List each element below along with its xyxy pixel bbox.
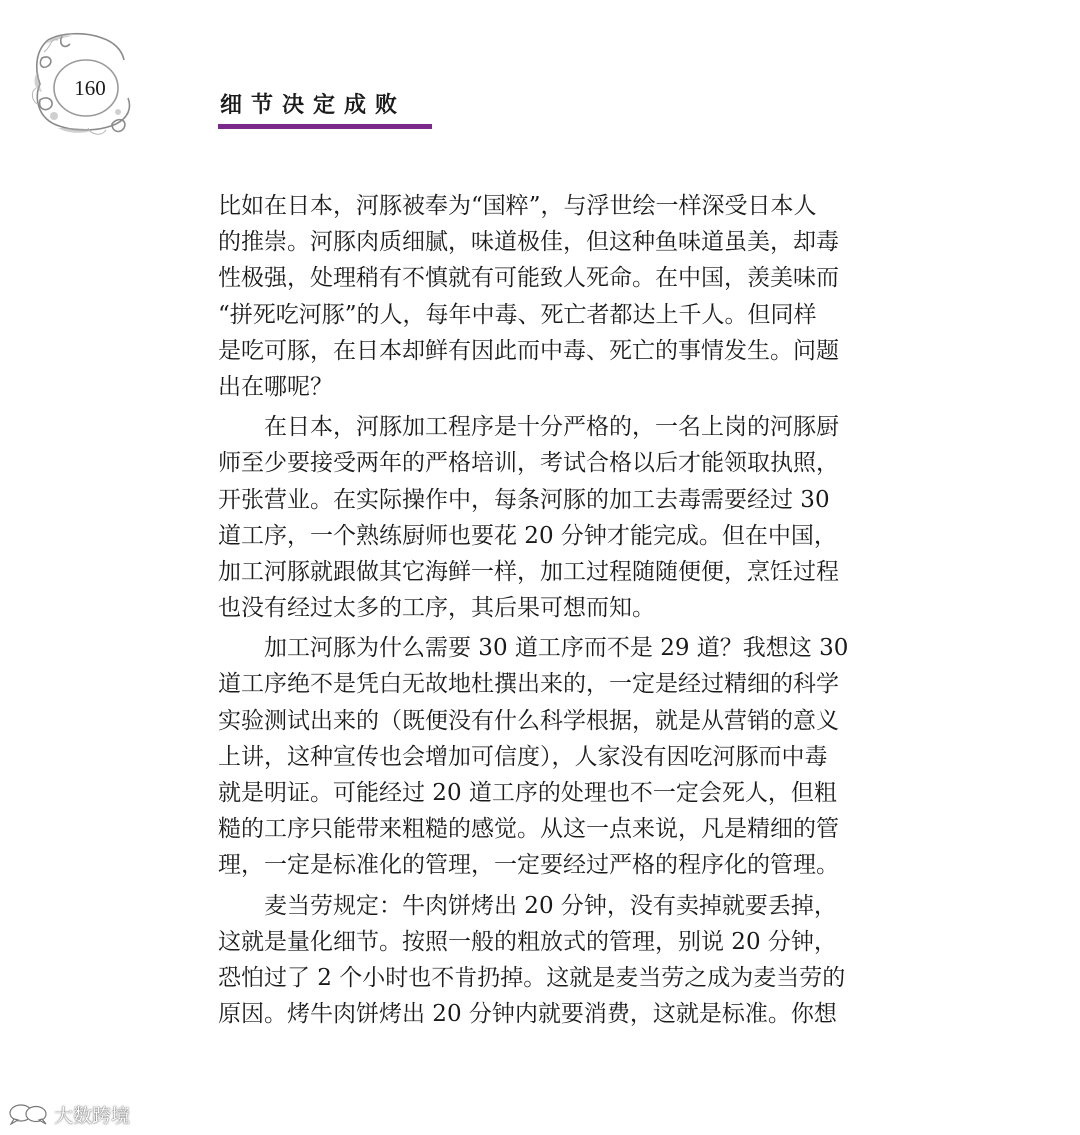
text-line: 实验测试出来的（既便没有什么科学根据，就是从营销的意义 [218,707,839,734]
text-line: 麦当劳规定：牛肉饼烤出 20 分钟，没有卖掉就要丢掉， [218,892,837,919]
text-line: 师至少要接受两年的严格培训，考试合格以后才能领取执照， [218,450,839,477]
text-line: 这就是量化细节。按照一般的粗放式的管理，别说 20 分钟， [218,928,837,955]
text-line: 也没有经过太多的工序，其后果可想而知。 [218,595,655,622]
text-line: 在日本，河豚加工程序是十分严格的，一名上岗的河豚厨 [218,414,839,441]
text-line: 糙的工序只能带来粗糙的感觉。从这一点来说，凡是精细的管 [218,816,839,843]
text-line: 加工河豚为什么需要 30 道工序而不是 29 道？我想这 30 [218,635,849,662]
paragraph [218,409,868,626]
body-text [218,188,868,1032]
paragraph [218,630,868,883]
title-underline [218,124,432,129]
text-line: 加工河豚就跟做其它海鲜一样，加工过程随随便便，烹饪过程 [218,558,839,585]
text-line: 比如在日本，河豚被奉为“国粹”，与浮世绘一样深受日本人 [218,193,817,219]
chat-bubbles-icon [8,1103,48,1125]
text-line: 道工序，一个熟练厨师也要花 20 分钟才能完成。但在中国， [218,522,837,549]
text-line: 恐怕过了 2 个小时也不肯扔掉。这就是麦当劳之成为麦当劳的 [218,964,846,991]
page-number: 160 [74,76,106,100]
text-line: 出在哪呢？ [218,373,333,400]
text-line: 开张营业。在实际操作中，每条河豚的加工去毒需要经过 30 [218,486,830,513]
paragraph [218,188,868,405]
watermark [8,1100,130,1128]
text-line: 性极强，处理稍有不慎就有可能致人死命。在中国，羡美味而 [218,265,839,292]
paragraph [218,888,868,1033]
text-line: “拼死吃河豚”的人，每年中毒、死亡者都达上千人。但同样 [218,301,817,328]
text-line: 道工序绝不是凭白无故地杜撰出来的，一定是经过精细的科学 [218,671,839,698]
text-line: 理，一定是标准化的管理，一定要经过严格的程序化的管理。 [218,852,839,879]
text-line: 就是明证。可能经过 20 道工序的处理也不一定会死人，但粗 [218,780,837,806]
text-line: 的推崇。河豚肉质细腻，味道极佳，但这种鱼味道虽美，却毒 [218,229,839,256]
text-line: 上讲，这种宣传也会增加可信度），人家没有因吃河豚而中毒 [218,743,828,770]
text-line: 是吃可豚，在日本却鲜有因此而中毒、死亡的事情发生。问题 [218,337,839,364]
watermark-text: 大数跨境 [54,1104,131,1127]
running-title: 细节决定成败 [220,93,407,118]
text-line: 原因。烤牛肉饼烤出 20 分钟内就要消费，这就是标准。你想 [218,1001,837,1028]
